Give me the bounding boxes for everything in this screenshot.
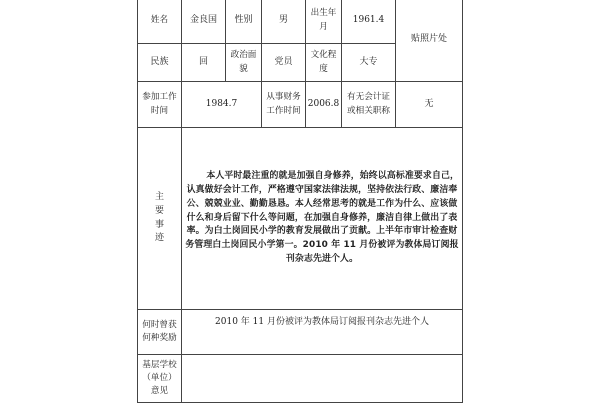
birth-date-label: 出生年月: [306, 0, 342, 44]
political-status-label: 政治面貌: [226, 44, 262, 82]
certificate-value: 无: [396, 82, 463, 128]
work-start-label: 参加工作时间: [138, 82, 182, 128]
form-row-deeds: [138, 128, 463, 310]
main-deeds-label-char: 要: [154, 205, 164, 216]
political-status-value: 党员: [262, 44, 306, 82]
name-label: 姓名: [138, 0, 182, 44]
main-deeds-label-char: 主: [154, 191, 164, 202]
school-opinion-label: 基层学校（单位）意见: [138, 355, 182, 403]
work-start-value: 1984.7: [182, 82, 262, 128]
certificate-label: 有无会计证或相关职称: [342, 82, 396, 128]
form-row-awards: [138, 310, 463, 355]
ethnicity-value: 回: [182, 44, 226, 82]
gender-label: 性别: [226, 0, 262, 44]
school-opinion-value: [182, 355, 463, 403]
photo-placeholder: 贴照片处: [396, 0, 463, 82]
form-row-basic-1: [138, 0, 463, 44]
education-label: 文化程度: [306, 44, 342, 82]
ethnicity-label: 民族: [138, 44, 182, 82]
main-deeds-label-char: 迹: [154, 233, 164, 244]
form-row-opinion: [138, 355, 463, 403]
gender-value: 男: [262, 0, 306, 44]
birth-date-value: 1961.4: [342, 0, 396, 44]
finance-start-value: 2006.8: [306, 82, 342, 128]
name-value: 金良国: [182, 0, 226, 44]
main-deeds-label: [138, 128, 182, 310]
education-value: 大专: [342, 44, 396, 82]
personnel-registration-form: [137, 0, 463, 403]
main-deeds-text: 本人平时最注重的就是加强自身修养，始终以高标准要求自己，认真做好会计工作，严格遵守国家法律法规，坚持依法行政、廉洁奉公、兢兢业业、勤勤恳恳。本人经常思考的就是工作为什么、应该做什么和身后留下什么等问题，在加强自身修养，廉洁自律上做出了表率。为白土岗回民小学的教育发展做出了贡献。上半年市审计检查财务管理白土岗回民小学第一。2010 年 11 月份被评为教体局订阅报刊杂志先进个人。: [182, 128, 463, 310]
awards-value: 2010 年 11 月份被评为教体局订阅报刊杂志先进个人: [182, 310, 463, 355]
finance-start-label: 从事财务工作时间: [262, 82, 306, 128]
awards-label: 何时曾获何种奖励: [138, 310, 182, 355]
form-row-work: [138, 82, 463, 128]
main-deeds-label-char: 事: [154, 219, 164, 230]
